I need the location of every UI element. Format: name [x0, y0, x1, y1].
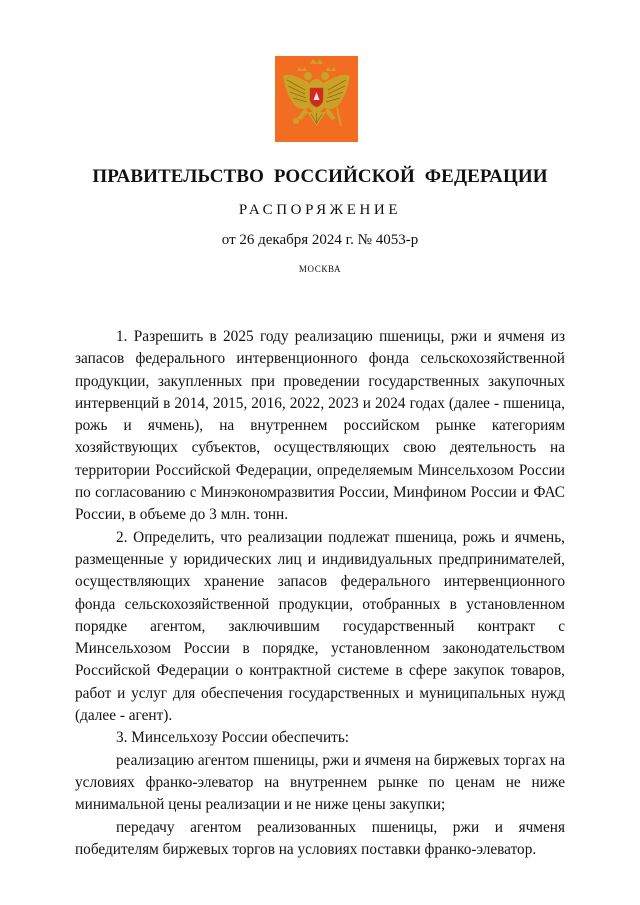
clause-paragraph: передачу агентом реализованных пшеницы, ржи и ячменя победителям биржевых торгов на условиях поставки франко-элеватор.: [75, 818, 565, 858]
russian-coat-of-arms-icon: [275, 56, 358, 142]
clause-paragraph: 3. Минсельхозу России обеспечить:: [116, 729, 350, 747]
government-title: ПРАВИТЕЛЬСТВО РОССИЙСКОЙ ФЕДЕРАЦИИ: [92, 166, 548, 187]
document-city: МОСКВА: [298, 264, 342, 274]
clause-paragraph: 2. Определить, что реализации подлежат пшеница, рожь и ячмень, размещенные у юридических лиц и индивидуальных предпринимателей, осуществляющих хранение запасов федерального интервенционного фонда сельскохозяйственной продукции, отобранных в установленном порядке агентом, заключившим государственный контракт с Минсельхозом России в порядке, установленном законодательством Российской Федерации о контрактной системе в сфере закупок товаров, работ и услуг для обеспечения государственных и муниципальных нужд (далее - агент).: [75, 528, 565, 725]
clause-paragraph: 1. Разрешить в 2025 году реализацию пшеницы, ржи и ячменя из запасов федерального интервенционного фонда сельскохозяйственной продукции, закупленных при проведении государственных закупочных интервенций в 2014, 2015, 2016, 2022, 2023 и 2024 годах (далее - пшеница, рожь и ячмень), на внутреннем российском рынке категориям хозяйствующих субъектов, осуществляющих свою деятельность на территории Российской Федерации, определяемым Минсельхозом России по согласованию с Минэкономразвития России, Минфином России и ФАС России, в объеме до 3 млн. тонн.: [75, 328, 565, 524]
document-body: [75, 326, 565, 861]
document-date-number: от 26 декабря 2024 г. № 4053-р: [221, 232, 419, 248]
clause-paragraph: реализацию агентом пшеницы, ржи и ячменя на биржевых торгах на условиях франко-элеватор на внутреннем рынке по ценам не ниже минимальной цены реализации и не ниже цены закупки;: [75, 751, 565, 814]
document-type: РАСПОРЯЖЕНИЕ: [238, 202, 402, 218]
